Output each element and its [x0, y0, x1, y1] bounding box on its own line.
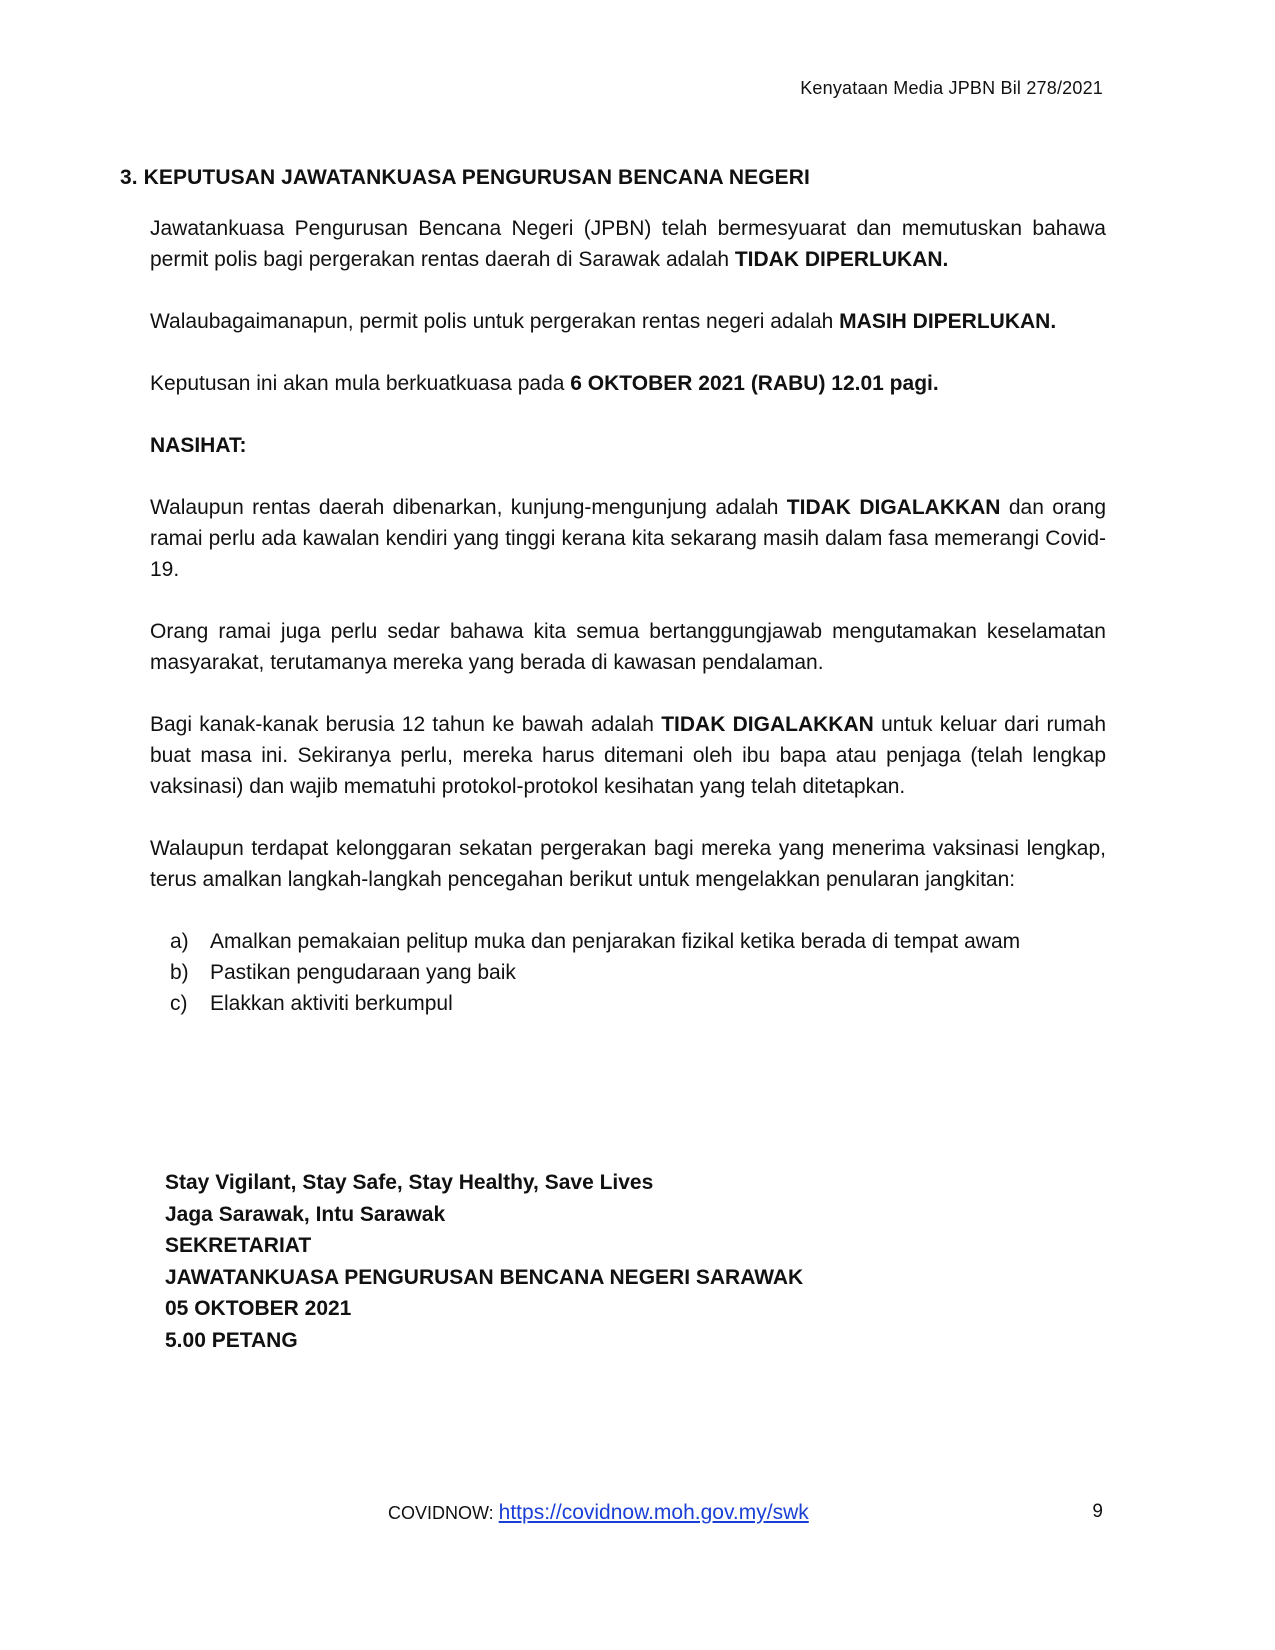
- issue-time: 5.00 PETANG: [165, 1328, 298, 1352]
- paragraph-text: Walaupun terdapat kelonggaran sekatan pergerakan bagi mereka yang menerima vaksinasi lengkap, terus amalkan langkah-langkah pencegahan berikut untuk mengelakkan penularan jangkitan:: [150, 837, 1106, 891]
- slogan: Stay Vigilant, Stay Safe, Stay Healthy, Save Lives: [165, 1171, 654, 1194]
- paragraph-text: Orang ramai juga perlu sedar bahawa kita semua bertanggungjawab mengutamakan keselamatan masyarakat, terutamanya mereka yang berada di kawasan pendalaman.: [150, 620, 1106, 674]
- list-item: [150, 926, 1106, 957]
- committee-name: JAWATANKUASA PENGURUSAN BENCANA NEGERI SARAWAK: [165, 1265, 804, 1289]
- emphasis-text: MASIH DIPERLUKAN.: [839, 310, 1057, 333]
- list-marker: c): [170, 992, 188, 1015]
- page-number: 9: [1092, 1501, 1103, 1522]
- footer-source: [388, 1501, 809, 1525]
- list-item: [150, 957, 1106, 988]
- emphasis-text: TIDAK DIGALAKKAN: [661, 713, 874, 736]
- document-reference: Kenyataan Media JPBN Bil 278/2021: [800, 78, 1103, 98]
- paragraph-text: Jawatankuasa Pengurusan Bencana Negeri (JPBN) telah bermesyuarat dan memutuskan bahawa permit polis bagi pergerakan rentas daerah di Sarawak adalah: [150, 217, 1106, 271]
- prevention-measures-list: [150, 926, 1106, 1019]
- advice-heading: NASIHAT:: [150, 434, 247, 457]
- paragraph-text: untuk keluar dari rumah buat masa ini. Sekiranya perlu, mereka harus ditemani oleh ibu bapa atau penjaga (telah lengkap vaksinasi) dan wajib mematuhi protokol-protokol kesihatan yang telah ditetapkan.: [150, 713, 1106, 798]
- list-item: [150, 988, 1106, 1019]
- paragraph-text: Walaubagaimanapun, permit polis untuk pergerakan rentas negeri adalah: [150, 310, 840, 333]
- emphasis-text: TIDAK DIPERLUKAN.: [734, 248, 949, 271]
- advice-paragraph-visiting: [150, 492, 1106, 585]
- section-body: [150, 213, 1106, 1019]
- advice-paragraph-prevention: [150, 833, 1106, 895]
- issue-date: 05 OKTOBER 2021: [165, 1297, 352, 1320]
- covidnow-link[interactable]: https://covidnow.moh.gov.my/swk: [498, 1501, 809, 1524]
- list-item-text: Elakkan aktiviti berkumpul: [210, 992, 453, 1015]
- list-marker: a): [170, 930, 189, 953]
- paragraph-text: dan orang ramai perlu ada kawalan kendiri yang tinggi kerana kita sekarang masih dalam fasa memerangi Covid-19.: [150, 496, 1106, 581]
- decision-paragraph-cross-state: [150, 306, 1106, 337]
- paragraph-text: Keputusan ini akan mula berkuatkuasa pada: [150, 372, 571, 395]
- emphasis-text: TIDAK DIGALAKKAN: [786, 496, 1001, 519]
- advice-paragraph-children: [150, 709, 1106, 802]
- list-item-text: Amalkan pemakaian pelitup muka dan penjarakan fizikal ketika berada di tempat awam: [210, 930, 1021, 953]
- decision-paragraph-cross-district: [150, 213, 1106, 275]
- emphasis-text: 6 OKTOBER 2021 (RABU) 12.01 pagi.: [570, 372, 939, 395]
- paragraph-text: Bagi kanak-kanak berusia 12 tahun ke bawah adalah: [150, 713, 662, 736]
- signoff-block: [165, 1167, 803, 1356]
- list-marker: b): [170, 961, 189, 984]
- paragraph-text: Walaupun rentas daerah dibenarkan, kunjung-mengunjung adalah: [150, 496, 787, 519]
- decision-paragraph-effective-date: [150, 368, 1106, 399]
- list-item-text: Pastikan pengudaraan yang baik: [210, 961, 516, 984]
- section-heading: 3. KEPUTUSAN JAWATANKUASA PENGURUSAN BENCANA NEGERI: [120, 166, 810, 189]
- tagline: Jaga Sarawak, Intu Sarawak: [165, 1202, 446, 1226]
- footer-label: COVIDNOW:: [388, 1503, 499, 1523]
- secretariat-label: SEKRETARIAT: [165, 1234, 312, 1257]
- advice-paragraph-responsibility: [150, 616, 1106, 678]
